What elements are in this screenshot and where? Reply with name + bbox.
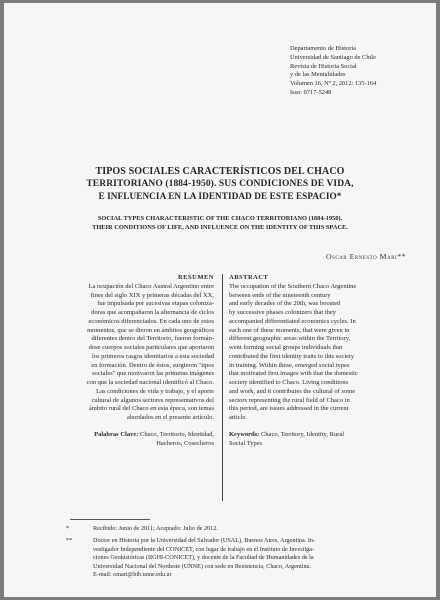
keywords-text: Chaco, Territorio, Identidad, bbox=[140, 430, 214, 438]
author-name: Oscar Ernesto Mari** bbox=[325, 252, 406, 261]
keywords-text: Chaco, Territory, Identity, Rural bbox=[260, 430, 345, 438]
resumen-line: fue impulsada por sucesivas etapas coloniza- bbox=[97, 300, 214, 308]
article-title-english bbox=[22, 214, 418, 232]
abstract-line: accompanied differentiated economics cycles. In bbox=[229, 317, 356, 325]
abstract-line: The occupation of the Southern Chaco Argentine bbox=[229, 282, 357, 290]
abstract-line: this period, are issues addressed in the current bbox=[229, 405, 349, 413]
resumen-line: Las condiciones de vida y trabajo, y el aporte bbox=[96, 387, 214, 395]
resumen-line: dose cuerpos sociales particulares que aportaron bbox=[88, 344, 214, 351]
journal-line: y de las Mentalidades bbox=[290, 71, 346, 79]
abstract-line: and work, and it contributes the cultural of some bbox=[229, 387, 356, 395]
resumen-line: sociales" que motivaron las primeras imágenes bbox=[92, 370, 214, 378]
resumen-line: cultural de algunos sectores representativos del bbox=[91, 396, 214, 404]
footnote-mark: * bbox=[66, 525, 70, 532]
resumen-line: abordados en el presente artículo. bbox=[126, 414, 214, 421]
footnote-line: Recibido: Junio de 2011; Aceptado: Julio de 2012. bbox=[93, 525, 218, 532]
resumen-line: económicos diferenciados. En cada uno de estos bbox=[88, 317, 214, 325]
title-en-line: SOCIAL TYPES CHARACTERISTIC OF THE CHACO TERRITORIANO (1884-1950). bbox=[97, 215, 343, 222]
keywords-label: Keywords: bbox=[229, 430, 260, 438]
journal-line: Revista de Historia Social bbox=[290, 62, 357, 70]
footnote-line: Universidad Nacional del Nordeste (UNNE) con sede en Resistencia, Chaco, Argentina. bbox=[93, 562, 311, 570]
resumen-line: en formación. Dentro de éstos, surgieron "tipos bbox=[91, 361, 214, 369]
footnote-email[interactable]: E-mail: omari@hib.unne.edu.ar bbox=[93, 571, 172, 579]
abstract-line: by successive phases colonizers that they bbox=[229, 309, 337, 316]
resumen-line: con que la sociedad nacional identificó al Chaco. bbox=[86, 379, 214, 386]
abstract-keywords-line: Social Types bbox=[229, 439, 263, 447]
abstract-line: society identified to Chaco. Living conditions bbox=[229, 379, 349, 386]
article-title bbox=[24, 166, 416, 202]
resumen-line: doras que acompañaron la alternancia de ciclos bbox=[91, 309, 214, 316]
journal-line: Volumen 16, Nº 2, 2012: 135-164 bbox=[290, 80, 377, 88]
resumen-line: ámbito rural del Chaco en esta época, son temas bbox=[88, 405, 214, 413]
journal-line: Universidad de Santiago de Chile bbox=[290, 53, 376, 61]
column-divider bbox=[222, 274, 223, 501]
abstract-line: went forming social groups individuals that bbox=[229, 344, 343, 351]
title-en-line: THEIR CONDITIONS OF LIFE, AND INFLUENCE ON THE IDENTITY OF THIS SPACE. bbox=[92, 224, 348, 231]
journal-line: Issn: 0717-5248 bbox=[290, 88, 332, 96]
resumen-heading: RESUMEN bbox=[177, 274, 214, 281]
footnote-line: Doctor en Historia por la Universidad del Salvador (USAL), Buenos Aires, Argentina. In- bbox=[93, 537, 316, 544]
abstract-line: sectors representing the rural field of Chaco in bbox=[229, 396, 350, 404]
abstract-line: contributed the first identity traits to this society bbox=[229, 352, 355, 360]
footnote-mark: ** bbox=[66, 537, 73, 544]
resumen-line: diferentes dentro del Territorio, fueron formán- bbox=[91, 335, 214, 343]
abstract-keywords bbox=[229, 431, 379, 440]
resumen-line: La ocupación del Chaco Austral Argentino entre bbox=[88, 282, 214, 290]
title-line: E INFLUENCIA EN LA IDENTIDAD DE ESTE ESPACIO* bbox=[98, 191, 342, 201]
abstract-line: different geographic areas within the Territory, bbox=[229, 335, 351, 343]
abstract-heading: ABSTRACT bbox=[229, 274, 269, 281]
resumen-keywords bbox=[68, 431, 214, 440]
title-line: TIPOS SOCIALES CARACTERÍSTICOS DEL CHACO bbox=[95, 166, 345, 177]
footnote-line: ciones Geohistóricas (IIGHI-CONICET), y docente de la Facultad de Humanidades de la bbox=[93, 554, 314, 562]
abstract-line: and early decades of the 20th, was boosted bbox=[229, 300, 341, 308]
abstract-line: article. bbox=[229, 414, 247, 421]
abstract-line: that motivated first images with that the domestic bbox=[229, 370, 358, 378]
abstract-line: each one of these moments, that were given in bbox=[229, 326, 350, 334]
footnote-line: vestigador Independiente del CONICET, con lugar de trabajo en el Instituto de Investiga- bbox=[93, 545, 315, 553]
keywords-label: Palabras Clave: bbox=[94, 430, 139, 438]
footnote-rule bbox=[70, 519, 150, 520]
abstract-line: between ends of the nineteenth century bbox=[229, 291, 331, 299]
resumen-line: fines del siglo XIX y primeras décadas del XX, bbox=[90, 291, 214, 299]
title-line: TERRITORIANO (1884-1950). SUS CONDICIONES DE VIDA, bbox=[86, 179, 354, 189]
paper-page bbox=[4, 3, 436, 597]
abstract-line: in training. Within these, emerged social types bbox=[229, 361, 350, 369]
resumen-line: los primeros rasgos identitarios a esta sociedad bbox=[91, 352, 214, 360]
resumen-keywords-line: Hacheros, Cosecheros bbox=[156, 439, 214, 447]
abstract-column bbox=[229, 274, 379, 448]
journal-info bbox=[290, 45, 430, 98]
journal-line: Departamento de Historia bbox=[290, 45, 357, 52]
resumen-line: momentos, que se dieron en ámbitos geográficos bbox=[87, 326, 214, 334]
resumen-column bbox=[68, 274, 214, 448]
